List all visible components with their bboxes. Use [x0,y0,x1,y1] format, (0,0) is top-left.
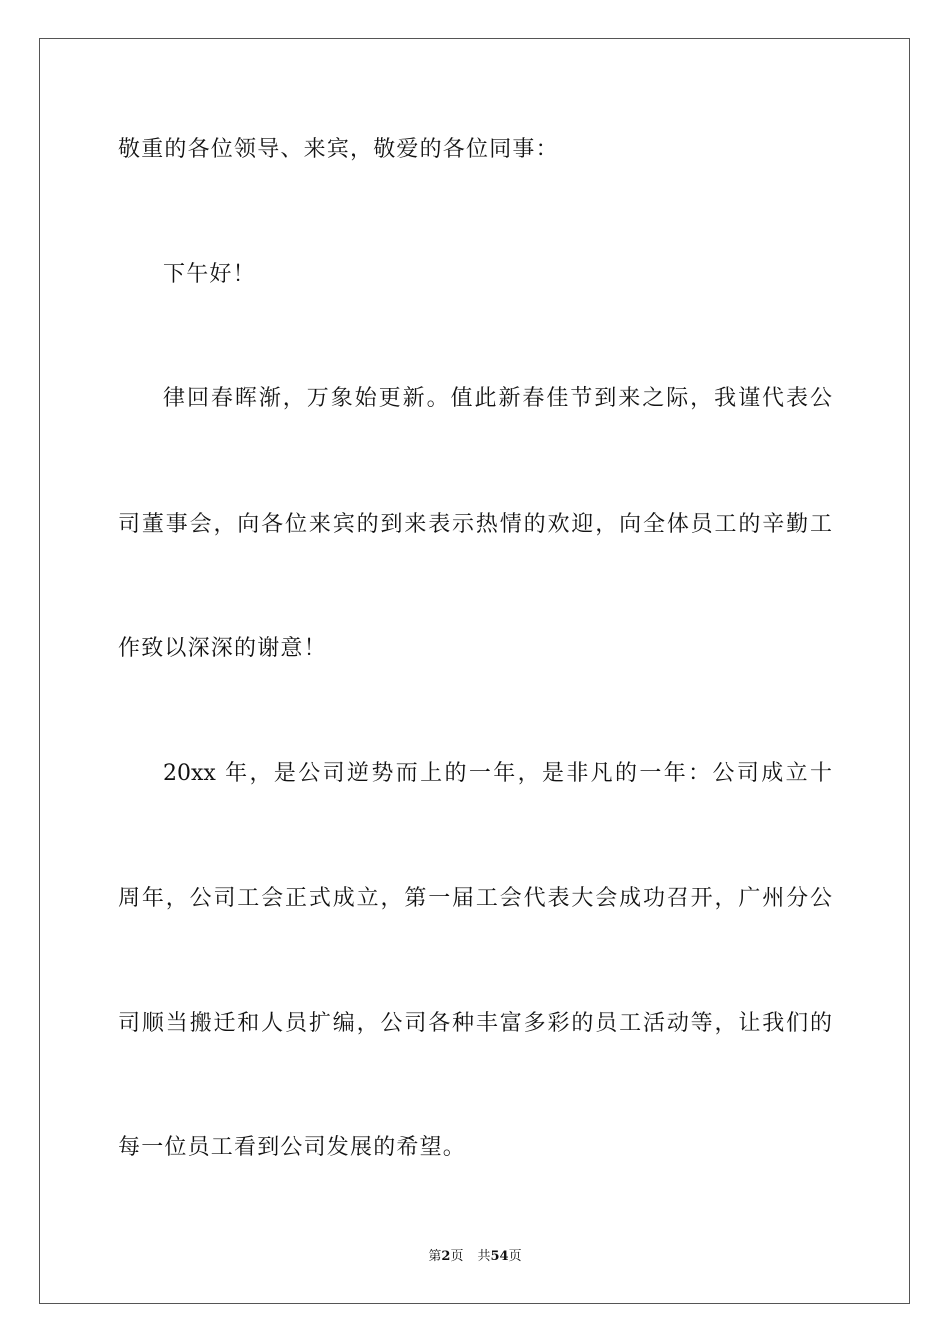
page-suffix: 页 [450,1249,464,1264]
body-line: 每一位员工看到公司发展的希望。 [118,1135,467,1160]
salutation-line: 敬重的各位领导、来宾，敬爱的各位同事： [118,137,559,162]
total-pages: 54 [490,1249,509,1264]
body-line: 周年，公司工会正式成立，第一届工会代表大会成功召开，广州分公 [118,886,832,911]
body-line: 20xx 年，是公司逆势而上的一年，是非凡的一年：公司成立十 [163,761,832,786]
greeting-line: 下午好！ [163,262,256,287]
page-footer [0,1249,950,1265]
total-suffix: 页 [508,1249,522,1264]
page-prefix: 第 [428,1249,442,1264]
body-line: 司董事会，向各位来宾的到来表示热情的欢迎，向全体员工的辛勤工 [118,512,832,537]
page-frame [39,38,910,1304]
body-line: 作致以深深的谢意！ [118,636,327,661]
body-line: 司顺当搬迁和人员扩编，公司各种丰富多彩的员工活动等，让我们的 [118,1011,832,1036]
total-prefix: 共 [477,1249,491,1264]
body-line: 律回春晖渐，万象始更新。值此新春佳节到来之际，我谨代表公 [163,386,832,411]
page-number: 2 [441,1249,451,1264]
